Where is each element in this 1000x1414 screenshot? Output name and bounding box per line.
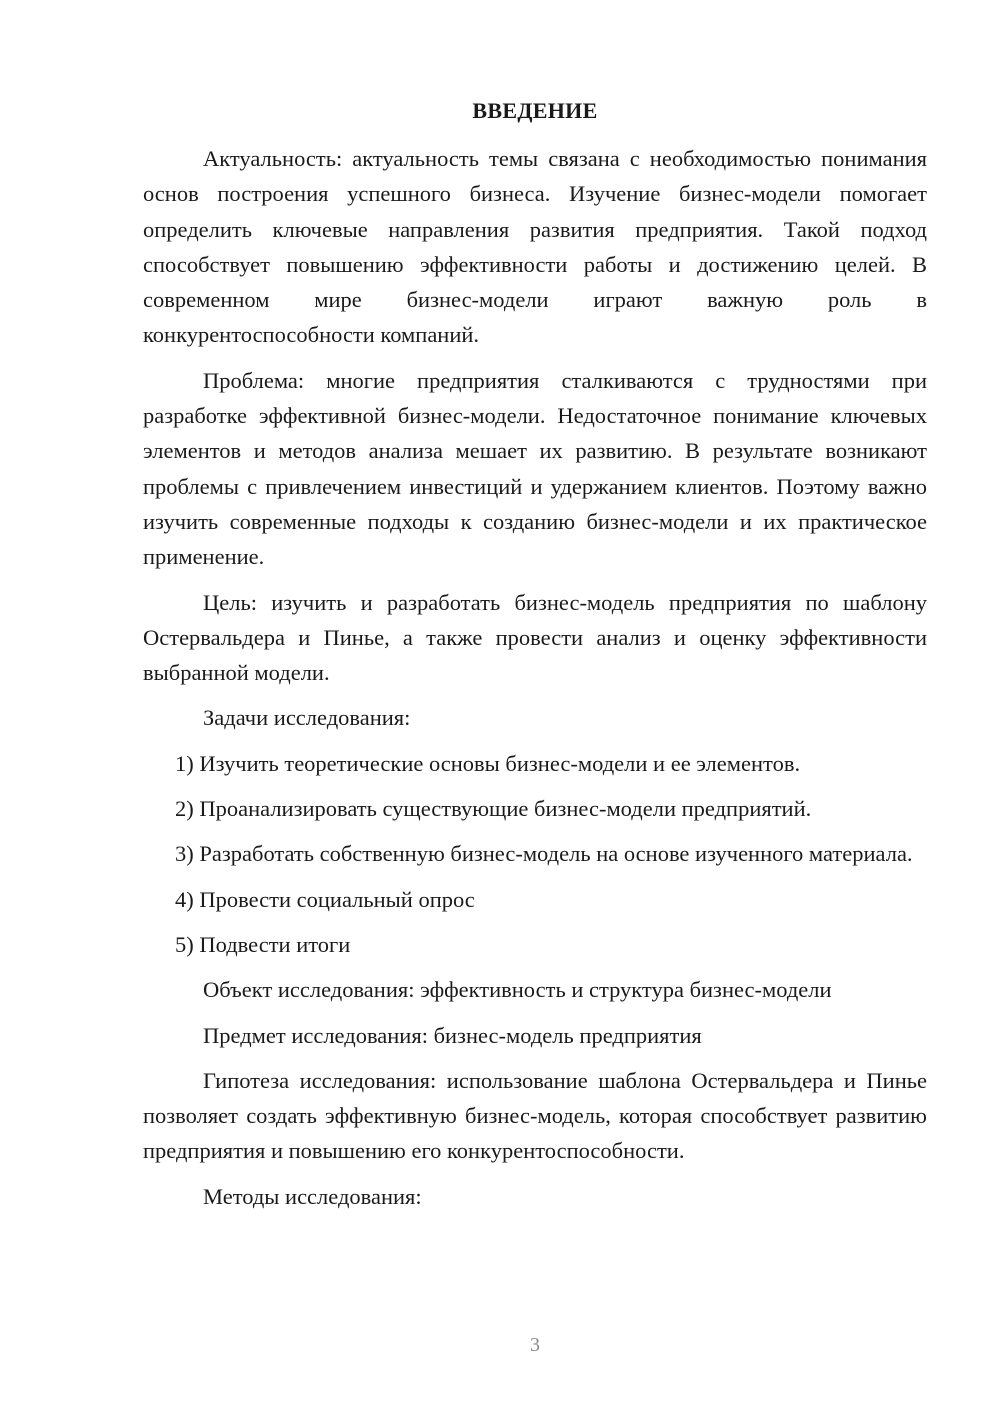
subject-paragraph: Предмет исследования: бизнес-модель предприятия — [203, 1022, 702, 1048]
page-number: 3 — [530, 1334, 540, 1356]
task-item-1: 1) Изучить теоретические основы бизнес-модели и ее элементов. — [175, 750, 801, 776]
goal-paragraph: Цель: изучить и разработать бизнес-модель предприятия по шаблону Остервальдера и Пинье, а также провести анализ и оценку эффективности выбранной модели. — [143, 589, 927, 686]
document-heading: ВВЕДЕНИЕ — [472, 98, 598, 123]
hypothesis-paragraph: Гипотеза исследования: использование шаблона Остервальдера и Пинье позволяет создать эффективную бизнес-модель, которая способствует развитию предприятия и повышению его конкурентоспособности. — [143, 1067, 927, 1164]
tasks-title: Задачи исследования: — [203, 705, 411, 731]
object-paragraph: Объект исследования: эффективность и структура бизнес-модели — [203, 977, 832, 1003]
task-item-5: 5) Подвести итоги — [175, 931, 351, 957]
problem-paragraph: Проблема: многие предприятия сталкиваются с трудностями при разработке эффективной бизнес-модели. Недостаточное понимание ключевых элементов и методов анализа мешает их развитию. В результате возникают проблемы с привлечением инвестиций и удержанием клиентов. Поэтому важно изучить современные подходы к созданию бизнес-модели и их практическое применение. — [143, 367, 927, 570]
task-item-2: 2) Проанализировать существующие бизнес-модели предприятий. — [175, 796, 812, 822]
document-page — [143, 94, 927, 1224]
methods-title: Методы исследования: — [203, 1183, 422, 1209]
task-item-3: 3) Разработать собственную бизнес-модель на основе изученного материала. — [175, 841, 913, 867]
task-item-4: 4) Провести социальный опрос — [175, 886, 475, 912]
relevance-paragraph: Актуальность: актуальность темы связана с необходимостью понимания основ построения успешного бизнеса. Изучение бизнес-модели помогает определить ключевые направления развития предприятия. Такой подход способствует повышению эффективности работы и достижению целей. В современном мире бизнес-модели играют важную роль в конкурентоспособности компаний. — [143, 146, 927, 348]
